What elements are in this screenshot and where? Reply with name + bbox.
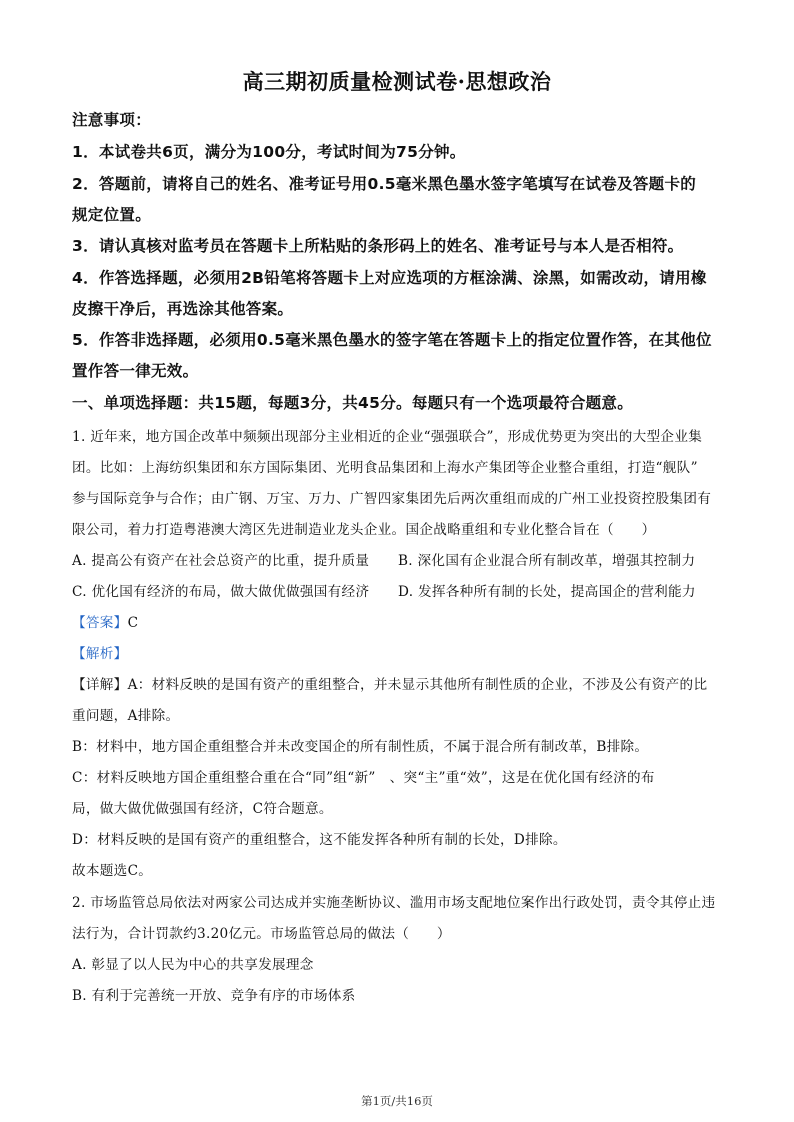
question-2-stem: 法行为，合计罚款约3.20亿元。市场监管总局的做法（ ） xyxy=(72,926,451,942)
question-2-stem: 2. 市场监管总局依法对两家公司达成并实施垄断协议、滥用市场支配地位案作出行政处罚，责令其停止违 xyxy=(72,895,716,911)
notice-line: 4．作答选择题，必须用2B铅笔将答题卡上对应选项的方框涂满、涂黑，如需改动，请用橡 xyxy=(72,269,707,287)
question-1-option-d: D. 发挥各种所有制的长处，提高国企的营利能力 xyxy=(398,584,696,600)
notice-line: 皮擦干净后，再选涂其他答案。 xyxy=(72,300,294,318)
conclusion-line: 故本题选C。 xyxy=(72,863,153,879)
notice-line: 2．答题前，请将自己的姓名、准考证号用0.5毫米黑色墨水签字笔填写在试卷及答题卡的 xyxy=(72,175,697,193)
detail-line: B：材料中，地方国企重组整合并未改变国企的所有制性质，不属于混合所有制改革，B排除。 xyxy=(72,739,649,755)
notice-line: 5．作答非选择题，必须用0.5毫米黑色墨水的签字笔在答题卡上的指定位置作答，在其他位 xyxy=(72,331,712,349)
page-title: 高三期初质量检测试卷·思想政治 xyxy=(242,69,552,94)
notice-line: 置作答一律无效。 xyxy=(72,362,199,380)
detail-tag: 【详解】 xyxy=(72,677,128,693)
notice-line: 规定位置。 xyxy=(72,206,152,224)
question-1-option-c: C. 优化国有经济的布局，做大做优做强国有经济 xyxy=(72,584,370,600)
question-1-stem: 参与国际竞争与合作；由广钢、万宝、万力、广智四家集团先后两次重组而成的广州工业投资控股集团有 xyxy=(72,491,712,507)
answer-line xyxy=(72,611,138,631)
question-1-stem: 1. 近年来，地方国企改革中频频出现部分主业相近的企业“强强联合”，形成优势更为突出的大型企业集 xyxy=(72,429,703,445)
analysis-tag: 【解析】 xyxy=(72,646,128,662)
notice-heading: 注意事项： xyxy=(72,111,152,129)
question-2-option-b: B. 有利于完善统一开放、竞争有序的市场体系 xyxy=(72,988,356,1004)
detail-line xyxy=(72,673,707,693)
detail-line: 局，做大做优做强国有经济，C符合题意。 xyxy=(72,801,333,817)
detail-line: 重问题，A排除。 xyxy=(72,708,180,724)
question-1-stem: 团。比如：上海纺织集团和东方国际集团、光明食品集团和上海水产集团等企业整合重组，打造“舰队” xyxy=(72,460,698,476)
answer-value: C xyxy=(127,615,139,631)
notice-line: 1．本试卷共6页，满分为100分，考试时间为75分钟。 xyxy=(72,143,466,161)
question-1-option-a: A. 提高公有资产在社会总资产的比重，提升质量 xyxy=(72,553,370,569)
answer-tag: 【答案】 xyxy=(72,615,128,631)
question-2-option-a: A. 彰显了以人民为中心的共享发展理念 xyxy=(72,957,314,973)
page-footer: 第1页/共16页 xyxy=(361,1094,433,1108)
detail-line: D：材料反映的是国有资产的重组整合，这不能发挥各种所有制的长处，D排除。 xyxy=(72,832,567,848)
detail-text: A：材料反映的是国有资产的重组整合，并未显示其他所有制性质的企业，不涉及公有资产的比 xyxy=(127,677,708,693)
question-1-option-b: B. 深化国有企业混合所有制改革，增强其控制力 xyxy=(398,553,696,569)
section-heading: 一、单项选择题：共15题，每题3分，共45分。每题只有一个选项最符合题意。 xyxy=(72,394,634,412)
notice-line: 3．请认真核对监考员在答题卡上所粘贴的条形码上的姓名、准考证号与本人是否相符。 xyxy=(72,237,684,255)
detail-line: C：材料反映地方国企重组整合重在合“同”组“新” 、突“主”重“效”，这是在优化国有经济的布 xyxy=(72,770,655,786)
question-1-stem: 限公司，着力打造粤港澳大湾区先进制造业龙头企业。国企战略重组和专业化整合旨在（ ） xyxy=(72,522,656,538)
